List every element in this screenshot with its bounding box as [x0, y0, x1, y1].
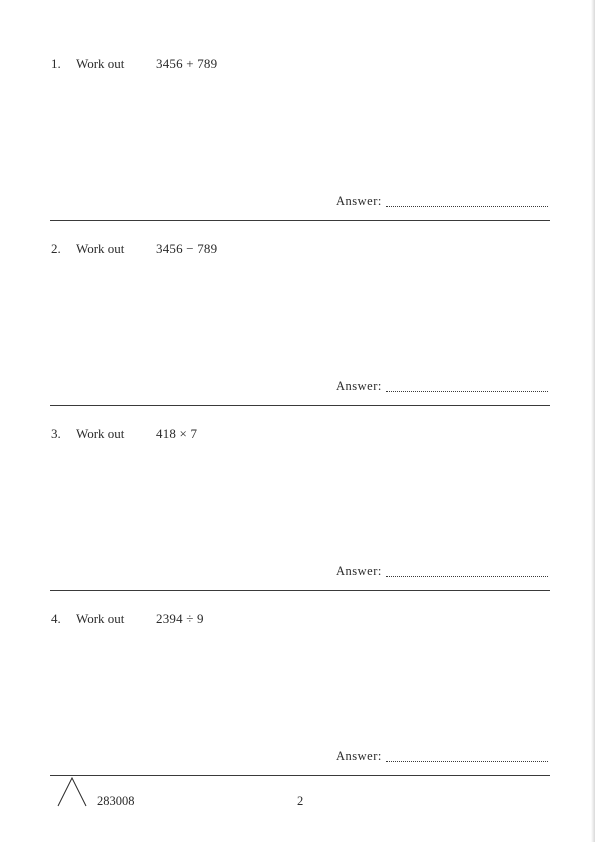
question-instruction: Work out	[76, 241, 125, 256]
paper-code: 283008	[97, 794, 135, 808]
question-expression: 3456 + 789	[156, 56, 218, 71]
answer-label: Answer:	[336, 379, 382, 393]
page-number: 2	[297, 794, 304, 808]
question-4	[0, 611, 595, 791]
question-number: 2.	[51, 241, 61, 256]
section-divider	[50, 590, 550, 591]
question-3	[0, 426, 595, 606]
answer-line[interactable]	[386, 391, 548, 392]
question-number: 4.	[51, 611, 61, 626]
answer-line[interactable]	[386, 206, 548, 207]
answer-label: Answer:	[336, 564, 382, 578]
question-2	[0, 241, 595, 421]
question-number: 3.	[51, 426, 61, 441]
question-expression: 3456 − 789	[156, 241, 218, 256]
answer-label: Answer:	[336, 749, 382, 763]
section-divider	[50, 405, 550, 406]
section-divider	[50, 775, 550, 776]
question-instruction: Work out	[76, 56, 125, 71]
triangle-logo-icon	[56, 776, 96, 808]
question-expression: 2394 ÷ 9	[156, 611, 204, 626]
question-number: 1.	[51, 56, 61, 71]
question-expression: 418 × 7	[156, 426, 198, 441]
question-1	[0, 56, 595, 236]
answer-line[interactable]	[386, 576, 548, 577]
answer-label: Answer:	[336, 194, 382, 208]
section-divider	[50, 220, 550, 221]
question-instruction: Work out	[76, 611, 125, 626]
answer-line[interactable]	[386, 761, 548, 762]
question-instruction: Work out	[76, 426, 125, 441]
